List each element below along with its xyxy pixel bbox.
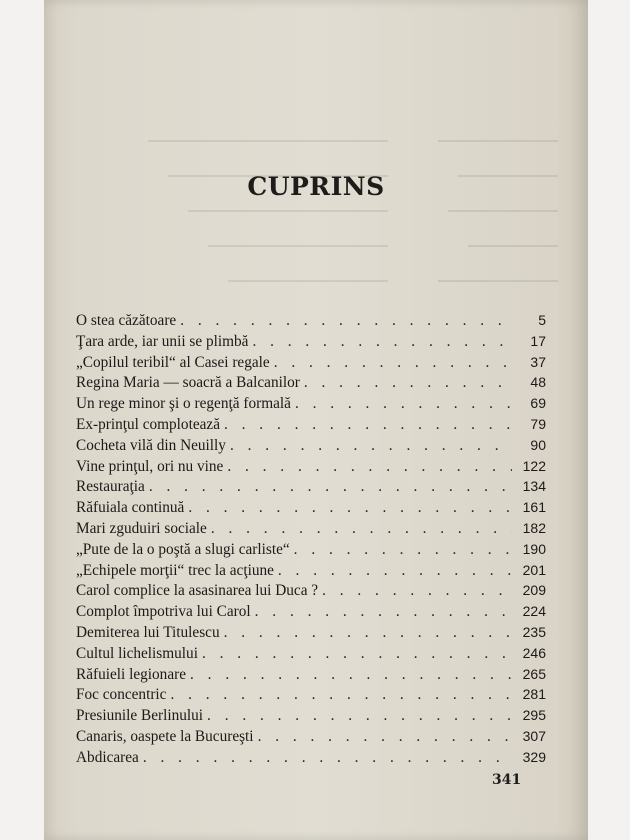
toc-entry-page: 69 bbox=[530, 395, 546, 412]
show-through-line bbox=[438, 140, 558, 142]
dot-leader bbox=[180, 311, 512, 332]
toc-entry-title: Mari zguduiri sociale bbox=[76, 519, 207, 537]
toc-entry-page: 235 bbox=[522, 623, 546, 640]
toc-entry bbox=[76, 726, 546, 747]
toc-entry-page: 224 bbox=[522, 603, 546, 620]
toc-entry-title: Complot împotriva lui Carol bbox=[76, 603, 251, 621]
dot-leader bbox=[255, 602, 512, 623]
toc-entry-page: 201 bbox=[522, 561, 546, 578]
show-through-line bbox=[468, 245, 558, 247]
toc-entry bbox=[76, 601, 546, 622]
toc-entry bbox=[76, 622, 546, 643]
toc-entry bbox=[76, 705, 546, 726]
toc-entry-page: 134 bbox=[522, 478, 546, 495]
show-through-line bbox=[208, 245, 388, 247]
dot-leader bbox=[143, 748, 512, 769]
toc-entry bbox=[76, 435, 546, 456]
toc-entry-title: Demiterea lui Titulescu bbox=[76, 623, 220, 641]
toc-entry bbox=[76, 643, 546, 664]
toc-entry-page: 265 bbox=[522, 665, 546, 682]
toc-entry bbox=[76, 456, 546, 477]
toc-entry bbox=[76, 664, 546, 685]
dot-leader bbox=[224, 623, 512, 644]
toc-entry bbox=[76, 393, 546, 414]
toc-entry bbox=[76, 518, 546, 539]
toc-entry-title: Canaris, oaspete la Bucureşti bbox=[76, 727, 254, 745]
toc-entry-title: Răfuiala continuă bbox=[76, 499, 185, 517]
toc-entry bbox=[76, 684, 546, 705]
table-of-contents bbox=[76, 310, 546, 768]
toc-entry-page: 246 bbox=[522, 644, 546, 661]
toc-heading: CUPRINS bbox=[247, 172, 385, 201]
toc-entry bbox=[76, 560, 546, 581]
toc-entry-title: „Copilul teribil“ al Casei regale bbox=[76, 353, 270, 371]
toc-entry-page: 295 bbox=[522, 707, 546, 724]
toc-entry-title: Vine prinţul, ori nu vine bbox=[76, 457, 224, 475]
show-through-line bbox=[438, 280, 558, 282]
toc-entry-page: 37 bbox=[530, 353, 546, 370]
toc-entry bbox=[76, 372, 546, 393]
dot-leader bbox=[278, 561, 512, 582]
toc-entry-page: 79 bbox=[530, 415, 546, 432]
dot-leader bbox=[188, 498, 512, 519]
toc-entry-page: 161 bbox=[522, 499, 546, 516]
dot-leader bbox=[295, 394, 512, 415]
dot-leader bbox=[202, 644, 512, 665]
dot-leader bbox=[170, 685, 512, 706]
show-through-line bbox=[188, 210, 388, 212]
toc-entry bbox=[76, 331, 546, 352]
toc-entry bbox=[76, 310, 546, 331]
toc-entry-title: Regina Maria — soacră a Balcanilor bbox=[76, 374, 300, 392]
toc-entry-title: Abdicarea bbox=[76, 748, 139, 766]
toc-entry-page: 209 bbox=[522, 582, 546, 599]
book-page bbox=[44, 0, 588, 840]
toc-entry-title: Cocheta vilă din Neuilly bbox=[76, 436, 226, 454]
toc-entry-page: 182 bbox=[522, 519, 546, 536]
toc-entry-title: Carol complice la asasinarea lui Duca ? bbox=[76, 582, 319, 600]
toc-entry-title: Un rege minor şi o regenţă formală bbox=[76, 395, 291, 413]
toc-entry bbox=[76, 352, 546, 373]
toc-entry-page: 307 bbox=[522, 727, 546, 744]
toc-entry-title: Ţara arde, iar unii se plimbă bbox=[76, 332, 249, 350]
toc-entry-title: Presiunile Berlinului bbox=[76, 707, 204, 725]
toc-entry-title: Foc concentric bbox=[76, 686, 167, 704]
dot-leader bbox=[294, 540, 512, 561]
dot-leader bbox=[149, 477, 512, 498]
dot-leader bbox=[190, 665, 512, 686]
toc-entry-page: 48 bbox=[530, 374, 546, 391]
toc-entry-title: Cultul lichelismului bbox=[76, 644, 198, 662]
page-number: 341 bbox=[492, 772, 522, 788]
toc-entry bbox=[76, 414, 546, 435]
show-through-line bbox=[228, 280, 388, 282]
dot-leader bbox=[230, 436, 512, 457]
toc-entry-page: 17 bbox=[530, 332, 546, 349]
toc-entry-page: 122 bbox=[522, 457, 546, 474]
toc-entry bbox=[76, 539, 546, 560]
toc-entry-title: Răfuieli legionare bbox=[76, 665, 187, 683]
dot-leader bbox=[227, 457, 512, 478]
dot-leader bbox=[304, 373, 512, 394]
toc-entry bbox=[76, 747, 546, 768]
toc-entry bbox=[76, 580, 546, 601]
toc-entry bbox=[76, 476, 546, 497]
toc-entry-title: Restauraţia bbox=[76, 478, 145, 496]
toc-entry-page: 281 bbox=[522, 686, 546, 703]
dot-leader bbox=[258, 727, 512, 748]
toc-entry bbox=[76, 497, 546, 518]
toc-entry-title: Ex-prinţul complotează bbox=[76, 415, 220, 433]
dot-leader bbox=[211, 519, 512, 540]
show-through-line bbox=[448, 210, 558, 212]
dot-leader bbox=[252, 332, 512, 353]
toc-entry-page: 90 bbox=[530, 436, 546, 453]
toc-entry-page: 190 bbox=[522, 540, 546, 557]
toc-entry-page: 5 bbox=[538, 312, 546, 328]
toc-entry-title: „Pute de la o poştă a slugi carliste“ bbox=[76, 540, 290, 558]
show-through-line bbox=[148, 140, 388, 142]
dot-leader bbox=[322, 581, 512, 602]
dot-leader bbox=[274, 353, 512, 374]
toc-entry-page: 329 bbox=[522, 748, 546, 765]
toc-entry-title: „Echipele morţii“ trec la acţiune bbox=[76, 561, 274, 579]
dot-leader bbox=[224, 415, 512, 436]
toc-entry-title: O stea căzătoare bbox=[76, 312, 177, 329]
dot-leader bbox=[207, 706, 512, 727]
